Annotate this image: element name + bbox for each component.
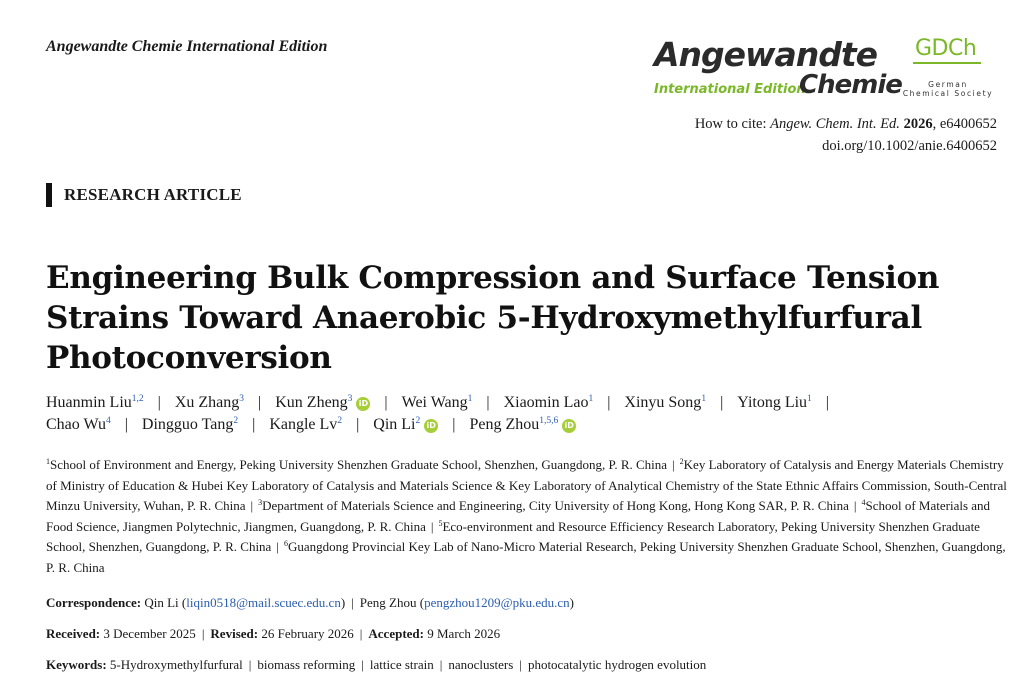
- correspondent-email-link[interactable]: liqin0518@mail.scuec.edu.cn: [186, 595, 341, 610]
- author-name[interactable]: Xinyu Song: [624, 394, 702, 411]
- author[interactable]: [737, 394, 812, 411]
- correspondence-line: Correspondence: Qin Li (liqin0518@mail.scuec.edu.cn) | Peng Zhou (pengzhou1209@pku.edu.cn): [46, 595, 574, 610]
- correspondent-name: Qin Li: [144, 595, 179, 610]
- affiliation-ref: 2: [233, 416, 239, 426]
- author[interactable]: [504, 394, 594, 411]
- author-name[interactable]: Qin Li: [373, 416, 416, 433]
- affiliation-number: 1: [46, 457, 50, 466]
- separator: |: [607, 394, 611, 411]
- affiliation-ref: 1: [807, 394, 812, 404]
- separator: |: [853, 498, 857, 513]
- separator: |: [384, 394, 388, 411]
- affiliation: [46, 457, 667, 472]
- logo-edition-text: International Edition: [654, 82, 806, 97]
- separator: |: [351, 595, 354, 610]
- affiliation-text: Department of Materials Science and Engineering, City University of Hong Kong, Hong Kong SAR, P. R. China: [262, 498, 849, 513]
- affiliation-ref: 1: [588, 394, 594, 404]
- separator: |: [430, 518, 434, 534]
- orcid-icon[interactable]: iD: [356, 397, 370, 411]
- affiliation-ref: 1: [701, 394, 707, 404]
- dates-line: [46, 625, 1006, 643]
- society-line-2: Chemical Society: [902, 89, 994, 98]
- separator: |: [825, 394, 829, 411]
- logo-main-text: Angewandte: [654, 35, 878, 74]
- author[interactable]: [469, 416, 576, 433]
- author[interactable]: [46, 394, 144, 411]
- author[interactable]: [373, 416, 438, 433]
- section-label: RESEARCH ARTICLE: [64, 185, 242, 204]
- affiliation-list: [46, 455, 1008, 578]
- author-name[interactable]: Xiaomin Lao: [503, 394, 589, 411]
- affiliation-ref: 3: [347, 394, 353, 404]
- separator: |: [361, 657, 364, 672]
- journal-name: Angewandte Chemie International Edition: [46, 38, 328, 55]
- separator: |: [124, 416, 128, 433]
- separator: |: [252, 416, 256, 433]
- separator: |: [356, 416, 360, 433]
- affiliation-text: Key Laboratory of Catalysis and Energy Materials Chemistry of Ministry of Education & Hubei Key Laboratory of Catalysis and Materials Science & Key Laboratory of Analytical Chemistry of the State Ethnic Affairs Commission, South-Central Minzu University, Wuhan, P. R. China: [46, 457, 1007, 513]
- author-name[interactable]: Chao Wu: [46, 416, 106, 433]
- separator: |: [359, 626, 363, 641]
- author-name[interactable]: Kun Zheng: [275, 394, 348, 411]
- affiliation-ref: 2: [415, 416, 421, 426]
- affiliation-ref: 1,2: [131, 394, 144, 404]
- author[interactable]: [624, 394, 706, 411]
- separator: |: [452, 416, 456, 433]
- separator: |: [519, 657, 522, 672]
- affiliation-number: 6: [283, 539, 288, 548]
- orcid-icon[interactable]: iD: [562, 419, 576, 433]
- keywords-label: Keywords:: [46, 657, 107, 672]
- revised-label: Revised:: [210, 626, 259, 641]
- affiliation-ref: 1: [467, 394, 473, 404]
- affiliation-text: Eco-environment and Resource Efficiency Research Laboratory, Peking University Shenzhen Graduate School, Shenzhen, Guangdong, P. R. China: [46, 518, 980, 554]
- section-bar: [46, 183, 52, 207]
- author-name[interactable]: Huanmin Liu: [46, 394, 132, 411]
- separator: |: [276, 539, 279, 554]
- logo-chemie-text: Chemie: [799, 70, 902, 100]
- author-list: [46, 392, 1006, 436]
- cite-journal-abbrev: Angew. Chem. Int. Ed.: [770, 116, 900, 132]
- keyword: lattice strain: [369, 657, 434, 672]
- keyword: photocatalytic hydrogen evolution: [527, 657, 707, 672]
- affiliation-ref: 1,5,6: [539, 416, 559, 426]
- separator: |: [157, 394, 161, 411]
- author[interactable]: [142, 416, 238, 433]
- author[interactable]: [175, 394, 244, 411]
- affiliation-number: 2: [679, 457, 684, 466]
- affiliation-text: Guangdong Provincial Key Lab of Nano-Micro Material Research, Peking University Shenzhen Graduate School, Shenzhen, Guangdong, P. R. China: [46, 539, 1006, 575]
- keyword: nanoclusters: [448, 657, 514, 672]
- affiliation-text: School of Environment and Energy, Peking University Shenzhen Graduate School, Shenzhen, Guangdong, P. R. China: [50, 457, 668, 472]
- author[interactable]: [275, 394, 370, 411]
- affiliation-text: School of Materials and Food Science, Jiangmen Polytechnic, Jiangmen, Guangdong, P. R. China: [46, 498, 991, 534]
- received-date: 3 December 2025: [103, 626, 196, 641]
- separator: |: [248, 657, 252, 672]
- keyword: 5-Hydroxymethylfurfural: [109, 657, 243, 672]
- author[interactable]: [402, 394, 473, 411]
- affiliation-number: 4: [861, 498, 866, 507]
- author[interactable]: [46, 416, 111, 433]
- keywords-line: [46, 656, 1006, 674]
- separator: |: [672, 457, 675, 472]
- separator: |: [201, 626, 205, 641]
- orcid-icon[interactable]: iD: [424, 419, 438, 433]
- gdch-text: GDCh: [915, 36, 977, 61]
- affiliation-ref: 2: [337, 416, 343, 426]
- keyword: biomass reforming: [257, 657, 356, 672]
- cite-year: 2026: [903, 116, 933, 132]
- correspondent-email-link[interactable]: pengzhou1209@pku.edu.cn: [424, 595, 570, 610]
- separator: |: [720, 394, 724, 411]
- society-text: [898, 80, 998, 98]
- affiliation: [258, 498, 849, 513]
- author-name[interactable]: Kangle Lv: [269, 416, 338, 433]
- separator: |: [439, 657, 443, 672]
- author-name[interactable]: Xu Zhang: [174, 394, 240, 411]
- separator: |: [486, 394, 490, 411]
- correspondence-label: Correspondence:: [46, 595, 142, 610]
- correspondent-name: Peng Zhou: [359, 595, 417, 610]
- separator: |: [258, 394, 262, 411]
- author-name[interactable]: Peng Zhou: [469, 416, 540, 433]
- cite-prefix: How to cite:: [694, 116, 771, 132]
- accepted-date: 9 March 2026: [427, 626, 501, 641]
- cite-article: , e6400652: [932, 116, 997, 132]
- received-label: Received:: [46, 626, 101, 641]
- author-name[interactable]: Dingguo Tang: [141, 416, 234, 433]
- affiliation-number: 5: [438, 518, 443, 528]
- accepted-label: Accepted:: [368, 626, 424, 641]
- keyword-list: [110, 657, 706, 672]
- affiliation-ref: 4: [105, 416, 111, 426]
- doi-link[interactable]: doi.org/10.1002/anie.6400652: [822, 138, 997, 154]
- citation-block: [695, 113, 997, 157]
- article-title: Engineering Bulk Compression and Surface Tension Strains Toward Anaerobic 5-Hydroxymethylfurfural Photoconversion: [46, 260, 940, 376]
- author-name[interactable]: Yitong Liu: [737, 394, 808, 411]
- author-name[interactable]: Wei Wang: [401, 394, 468, 411]
- separator: |: [250, 498, 254, 513]
- gdch-underline: [913, 62, 981, 64]
- affiliation-number: 3: [258, 498, 263, 507]
- affiliation-ref: 3: [239, 394, 245, 404]
- author[interactable]: [269, 416, 342, 433]
- revised-date: 26 February 2026: [261, 626, 354, 641]
- cite-line: [695, 113, 997, 135]
- society-line-1: German: [928, 80, 968, 89]
